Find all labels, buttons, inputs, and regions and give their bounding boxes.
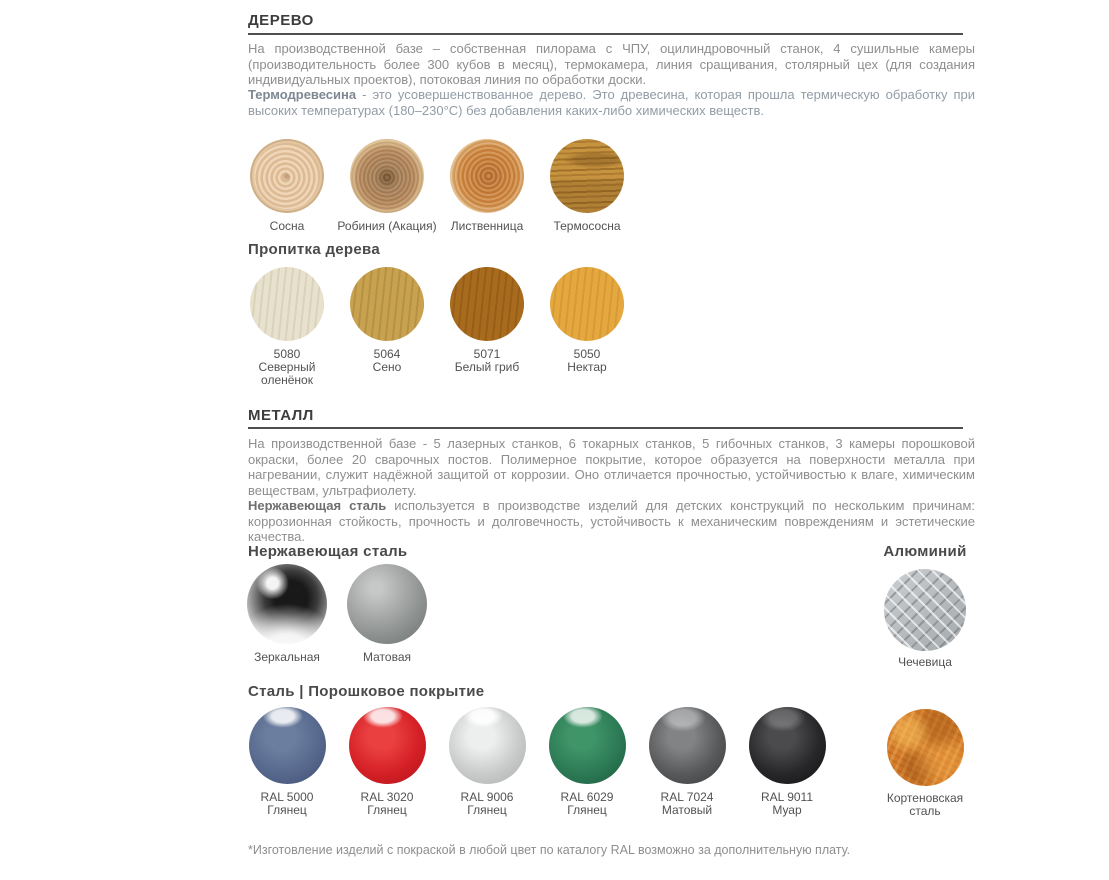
impregnation-sample-5050 [537,267,637,387]
wood-sample-label: Лиственница [450,219,524,233]
ral9011-swatch [749,707,826,784]
footnote: *Изготовление изделий с покраской в любой цвет по каталогу RAL возможно за дополнительную плату. [248,843,851,857]
ral-code: RAL 9006 [460,790,514,804]
corten-sample [855,709,995,818]
ral5000-swatch [249,707,326,784]
impregnation-sample-5080 [237,267,337,387]
aluminum-sample [855,569,995,669]
ral-code: RAL 6029 [560,790,614,804]
ral7024-swatch [649,707,726,784]
stainless-paragraph [248,498,975,545]
impregnation-title: Пропитка дерева [248,241,380,258]
metal-intro-paragraph: На производственной базе - 5 лазерных станков, 6 токарных станков, 5 гибочных станков, 3 камеры порошковой окраски, более 20 сварочных постов. Полимерное покрытие, которое образуется на поверхности металла при нагревании, служит надёжной защитой от коррозии. Оно отличается прочностью, устойчивостью к влаге, химическим веществам, ультрафиолету. [248,436,975,498]
impregnation-swatch-5064 [350,267,424,341]
ral-code: RAL 7024 [660,790,714,804]
ral6029-swatch [549,707,626,784]
metal-section-title: МЕТАЛЛ [248,407,314,424]
powder-label [561,791,614,817]
powder-label [761,791,813,817]
mirror-steel-swatch [247,564,327,644]
impregnation-label [542,348,632,374]
larch-swatch [450,139,524,213]
impregnation-label [242,348,332,387]
impregnation-row [237,267,637,387]
wood-section-divider [248,33,963,35]
powder-sample-ral3020 [337,707,437,817]
wood-sample-label: Сосна [269,219,305,233]
wood-sample-thermopine [537,139,637,233]
wood-sample-larch [437,139,537,233]
stainless-sample-matte [337,564,437,664]
stainless-text: используется в производстве изделий для детских конструкций по нескольким причинам: коррозионная стойкость, прочность и долговечность, устойчивость к механическим повреждениям и эстетические качества. [248,498,976,544]
powder-sample-ral7024 [637,707,737,817]
matte-steel-swatch [347,564,427,644]
thermowood-text: - это усовершенствованное дерево. Это древесина, которая прошла термическую обработку при высоких температурах (180–230°С) без добавления каких-либо химических веществ. [248,87,975,118]
corten-label: Кортеновская сталь [886,791,964,818]
ral9006-swatch [449,707,526,784]
wood-sample-label: Термососна [553,219,621,233]
impregnation-label [442,348,532,374]
impregnation-swatch-5071 [450,267,524,341]
ral-finish: Глянец [267,803,307,817]
stainless-title: Нержавеющая сталь [248,543,408,560]
stainless-lead: Нержавеющая сталь [248,498,387,513]
ral-finish: Муар [772,803,802,817]
powder-sample-ral6029 [537,707,637,817]
stainless-row [237,564,437,664]
ral3020-swatch [349,707,426,784]
impregnation-code: 5071 [473,347,501,361]
ral-finish: Глянец [467,803,507,817]
impregnation-sample-5071 [437,267,537,387]
impregnation-swatch-5080 [250,267,324,341]
impregnation-name: Нектар [567,360,607,374]
powder-coating-row [237,707,837,817]
powder-sample-ral5000 [237,707,337,817]
pine-swatch [250,139,324,213]
powder-label [361,791,414,817]
powder-label [261,791,314,817]
ral-finish: Глянец [367,803,407,817]
aluminum-checkerplate-swatch [884,569,966,651]
impregnation-name: Белый гриб [454,360,520,374]
powder-sample-ral9006 [437,707,537,817]
metal-section-divider [248,427,963,429]
stainless-label: Зеркальная [254,650,320,664]
corten-steel-swatch [887,709,964,786]
stainless-label: Матовая [363,650,411,664]
powder-label [661,791,714,817]
impregnation-label [342,348,432,374]
thermowood-lead: Термодревесина [248,87,357,102]
wood-sample-label: Робиния (Акация) [337,219,437,233]
ral-code: RAL 3020 [360,790,414,804]
aluminum-title: Алюминий [883,543,967,560]
thermowood-paragraph [248,87,975,118]
ral-code: RAL 9011 [760,790,814,804]
wood-section-title: ДЕРЕВО [248,12,314,29]
ral-finish: Глянец [567,803,607,817]
wood-samples-row [237,139,637,233]
impregnation-code: 5050 [573,347,601,361]
impregnation-code: 5080 [273,347,301,361]
impregnation-name: Сено [372,360,402,374]
powder-coating-title: Сталь | Порошковое покрытие [248,683,485,700]
impregnation-name: Северный оленёнок [258,360,316,387]
ral-code: RAL 5000 [260,790,314,804]
wood-intro-paragraph: На производственной базе – собственная пилорама с ЧПУ, оцилиндровочный станок, 4 сушильные камеры (производительность более 300 кубов в месяц), термокамера, линия сращивания, столярный цех (для создания индивидуальных проектов), потоковая линия по обработки доски. [248,41,975,87]
impregnation-swatch-5050 [550,267,624,341]
stainless-sample-mirror [237,564,337,664]
powder-label [461,791,514,817]
impregnation-sample-5064 [337,267,437,387]
thermopine-swatch [550,139,624,213]
powder-sample-ral9011 [737,707,837,817]
robinia-swatch [350,139,424,213]
aluminum-label: Чечевица [898,655,952,669]
wood-sample-pine [237,139,337,233]
ral-finish: Матовый [661,803,713,817]
wood-sample-robinia [337,139,437,233]
impregnation-code: 5064 [373,347,401,361]
